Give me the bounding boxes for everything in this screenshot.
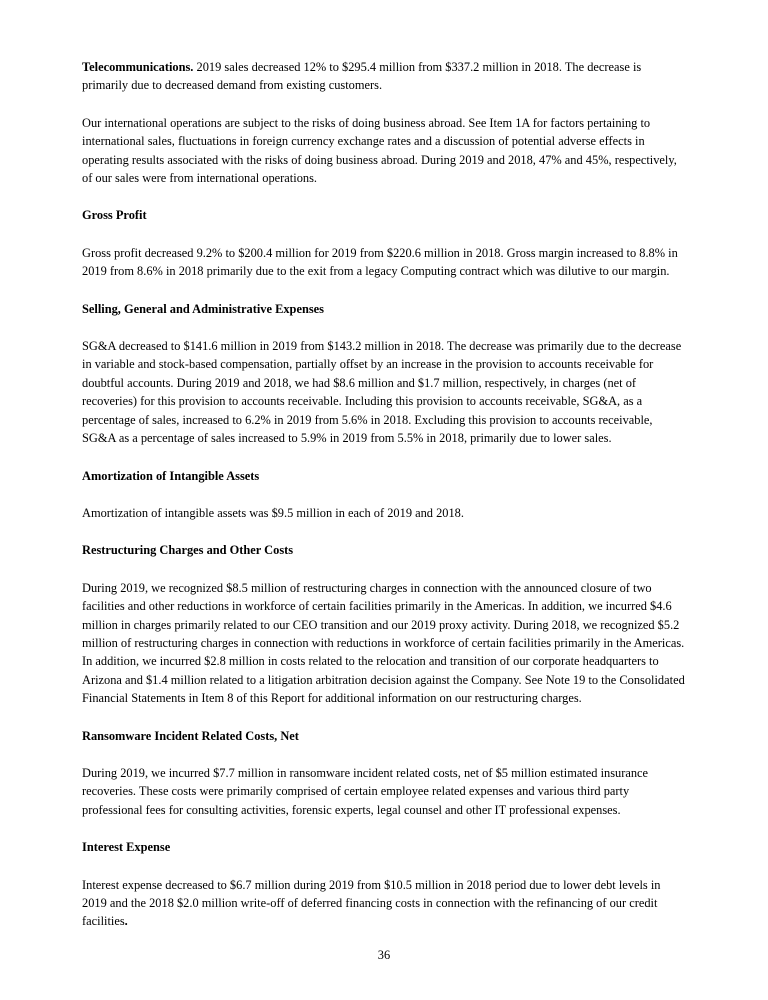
amortization-heading: Amortization of Intangible Assets — [82, 468, 260, 483]
interest-trailing-period: . — [124, 914, 128, 929]
restructuring-heading: Restructuring Charges and Other Costs — [82, 543, 294, 558]
ransomware-heading: Ransomware Incident Related Costs, Net — [82, 728, 299, 743]
interest-heading: Interest Expense — [82, 840, 171, 855]
restructuring-paragraph: During 2019, we recognized $8.5 million of restructuring charges in connection with the announced closure of two facilities and other reductions in workforce of certain facilities primarily in the Americas. In addition, we incurred $4.6 million in charges primarily related to our CEO transition and our 2019 proxy activity. During 2018, we recognized $5.2 million of restructuring charges in connection with reductions in workforce of certain facilities primarily in the Americas. In addition, we incurred $2.8 million in costs related to the relocation and transition of our corporate headquarters to Arizona and $1.4 million related to a litigation arbitration decision against the Company. See Note 19 to the Consolidated Financial Statements in Item 8 of this Report for additional information on our restructuring charges. — [82, 580, 685, 706]
telecom-lead: Telecommunications. — [82, 60, 194, 74]
telecom-text: 2019 sales decreased 12% to $295.4 million from $337.2 million in 2018. The decrease is primarily due to decreased demand from existing customers. — [82, 60, 642, 93]
interest-paragraph — [82, 876, 686, 931]
international-paragraph: Our international operations are subject to the risks of doing business abroad. See Item 1A for factors pertaining to international sales, fluctuations in foreign currency exchange rates and a discussion of potential adverse effects in operating results associated with the risks of doing business abroad. During 2019 and 2018, 47% and 45%, respectively, of our sales were from international operations. — [82, 115, 677, 186]
gross-profit-heading: Gross Profit — [82, 208, 147, 223]
telecom-paragraph — [82, 58, 686, 95]
sga-paragraph: SG&A decreased to $141.6 million in 2019 from $143.2 million in 2018. The decrease was primarily due to the decrease in variable and stock-based compensation, partially offset by an increase in the provision to accounts receivable for doubtful accounts. During 2019 and 2018, we had $8.6 million and $1.7 million, respectively, in charges (net of recoveries) for this provision to accounts receivable. Including this provision to accounts receivable, SG&A, as a percentage of sales, increased to 6.2% in 2019 from 5.6% in 2018. Excluding this provision to accounts receivable, SG&A as a percentage of sales increased to 5.9% in 2019 from 5.5% in 2018, primarily due to lower sales. — [82, 339, 682, 446]
page-number: 36 — [377, 948, 391, 962]
gross-profit-paragraph: Gross profit decreased 9.2% to $200.4 million for 2019 from $220.6 million in 2018. Gross margin increased to 8.8% in 2019 from 8.6% in 2018 primarily due to the exit from a legacy Computing contract which was dilutive to our margin. — [82, 245, 678, 279]
sga-heading: Selling, General and Administrative Expenses — [82, 301, 324, 316]
document-page — [82, 58, 686, 950]
interest-text: Interest expense decreased to $6.7 million during 2019 from $10.5 million in 2018 period due to lower debt levels in 2019 and the 2018 $2.0 million write-off of deferred financing costs in connection with the refinancing of our credit facilities — [82, 877, 661, 929]
ransomware-paragraph: During 2019, we incurred $7.7 million in ransomware incident related costs, net of $5 million estimated insurance recoveries. These costs were primarily comprised of certain employee related expenses and various third party professional fees for consulting activities, forensic experts, legal counsel and other IT professional expenses. — [82, 765, 649, 817]
amortization-paragraph: Amortization of intangible assets was $9.5 million in each of 2019 and 2018. — [82, 505, 464, 520]
